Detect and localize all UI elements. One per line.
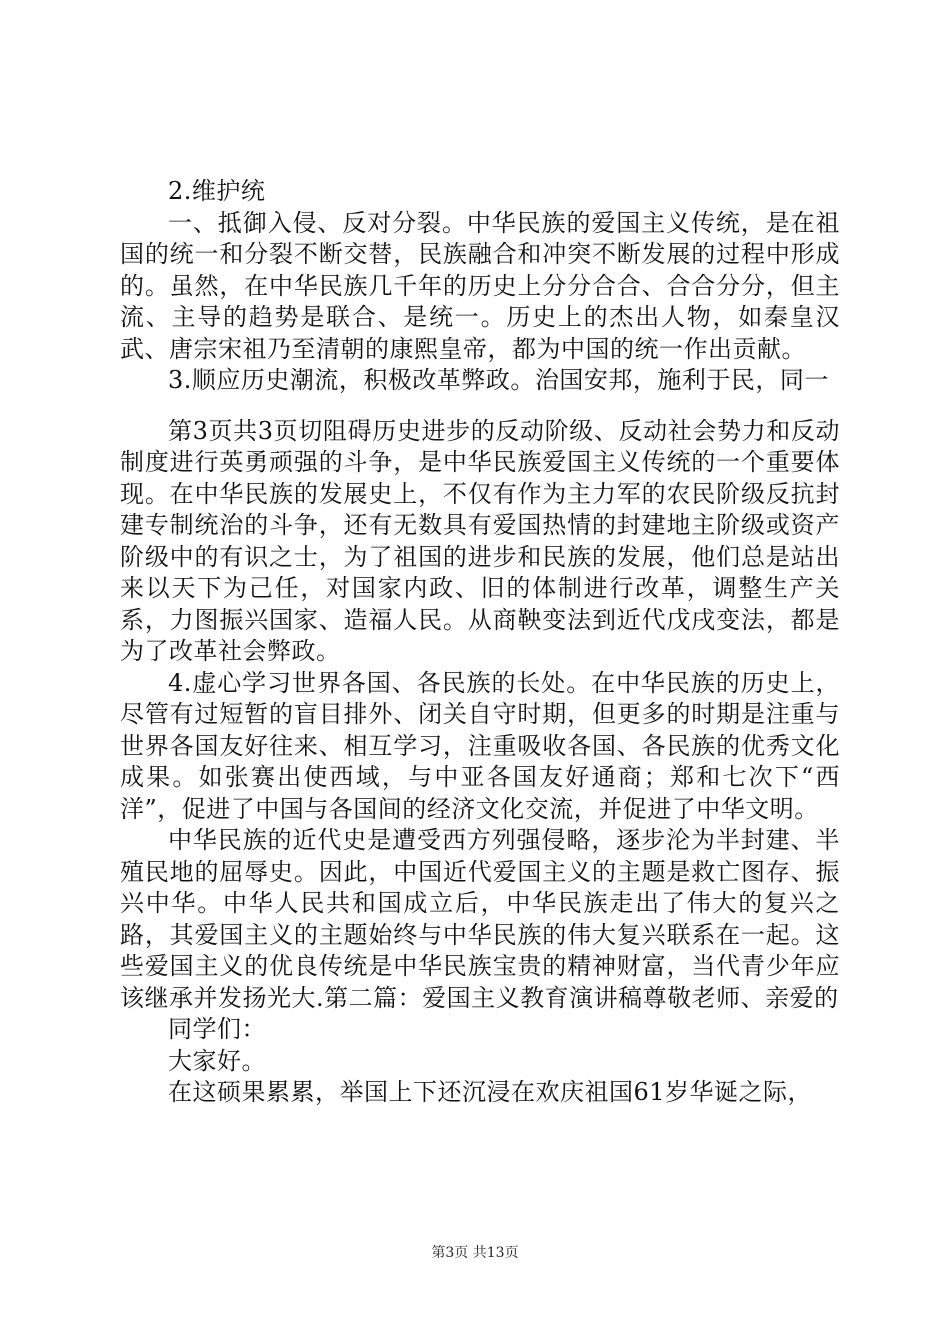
paragraph-1: 一、抵御入侵、反对分裂。中华民族的爱国主义传统，是在祖国的统一和分裂不断交替，民族融合和冲突不断发展的过程中形成的。虽然，在中华民族几千年的历史上分分合合、合合分分，但主流、主导的趋势是联合、是统一。历史上的杰出人物，如秦皇汉武、唐宗宋祖乃至清朝的康熙皇帝，都为中国的统一作出贡献。 [120,208,840,363]
paragraph-modern-history: 中华民族的近代史是遭受西方列强侵略，逐步沦为半封建、半殖民地的屈辱史。因此，中国近代爱国主义的主题是救亡图存、振兴中华。中华人民共和国成立后，中华民族走出了伟大的复兴之路，其爱国主义的主题始终与中华民族的伟大复兴联系在一起。这些爱国主义的优良传统是中华民族宝贵的精神财富，当代青少年应该继承并发扬光大.第二篇：爱国主义教育演讲稿尊敬老师、亲爱的 [120,826,840,1012]
paragraph-4: 4.虚心学习世界各国、各民族的长处。在中华民族的历史上，尽管有过短暂的盲目排外、闭关自守时期，但更多的时期是注重与世界各国友好往来、相互学习，注重吸收各国、各民族的优秀文化成果。如张赛出使西域，与中亚各国友好通商；郑和七次下“西洋”，促进了中国与各国间的经济文化交流，并促进了中华文明。 [120,668,840,823]
paragraph-continued: 第3页共3页切阻碍历史进步的反动阶级、反动社会势力和反动制度进行英勇顽强的斗争，是中华民族爱国主义传统的一个重要体现。在中华民族的发展史上，不仅有作为主力军的农民阶级反抗封建专制统治的斗争，还有无数具有爱国热情的封建地主阶级或资产阶级中的有识之士，为了祖国的进步和民族的发展，他们总是站出来以天下为己任，对国家内政、旧的体制进行改革，调整生产关系，力图振兴国家、造福人民。从商鞅变法到近代戊戌变法，都是为了改革社会弊政。 [120,416,840,665]
document-body [120,176,840,1109]
paragraph-greeting-students: 同学们： [168,1015,266,1043]
paragraph-opening: 在这硕果累累，举国上下还沉浸在欢庆祖国61岁华诞之际， [168,1078,813,1106]
paragraph-3: 3.顺应历史潮流，积极改革弊政。治国安邦，施利于民，同一 [168,366,829,394]
paragraph-heading-2: 2.维护统 [168,177,266,205]
paragraph-greeting-hello: 大家好。 [168,1046,266,1075]
page-footer: 第3页 共13页 [431,1245,519,1261]
